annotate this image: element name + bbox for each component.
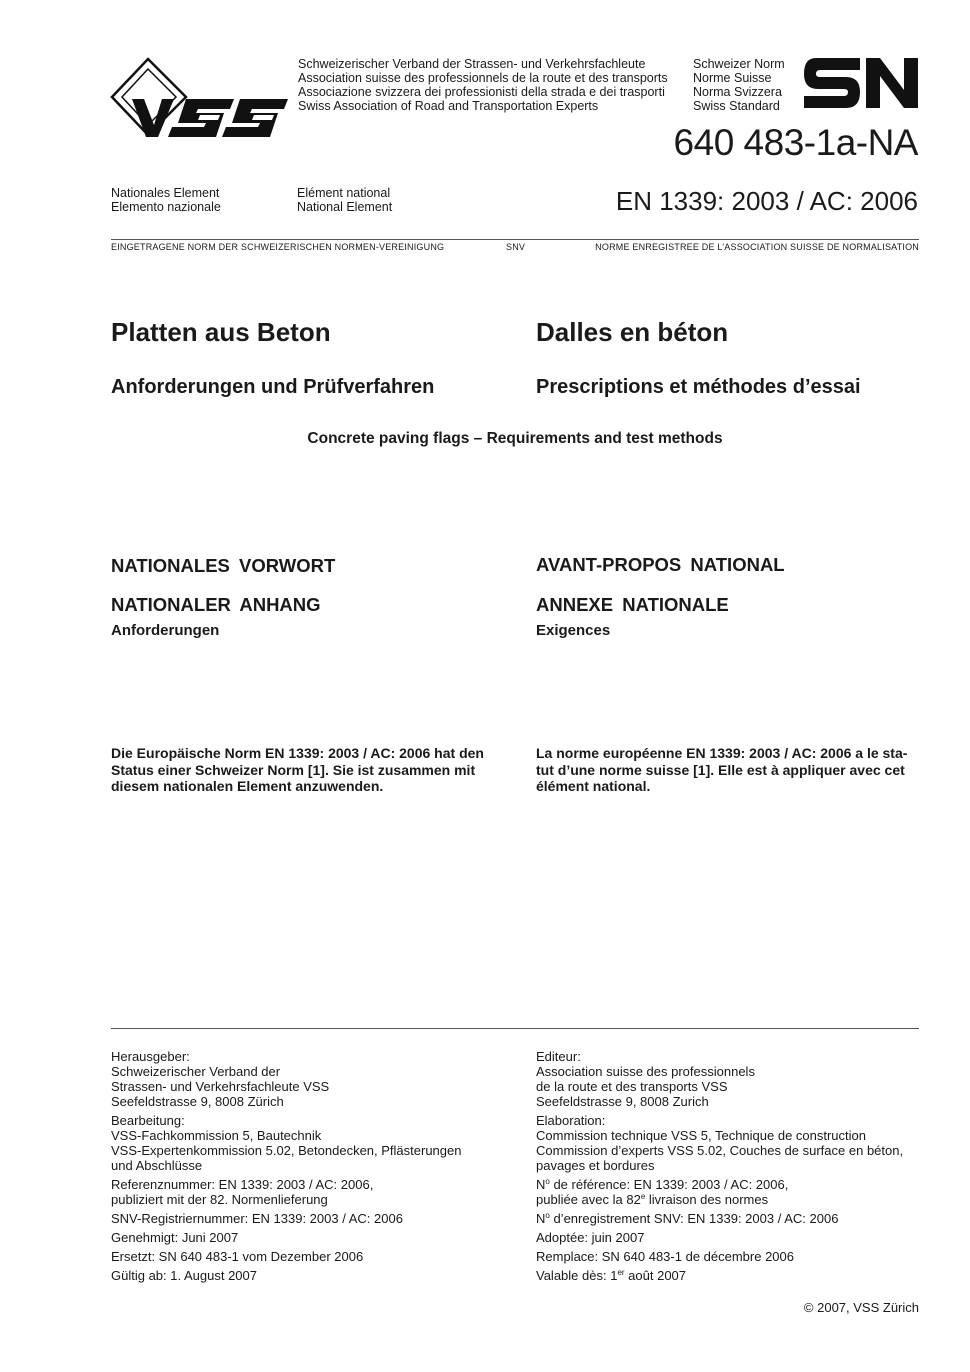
standard-name-en: Swiss Standard: [693, 99, 780, 113]
registration-left: EINGETRAGENE NORM DER SCHWEIZERISCHEN NORMEN-VEREINIGUNG: [111, 242, 445, 252]
subtitle-de: Anforderungen und Prüfverfahren: [111, 376, 435, 398]
national-element-de: Nationales Element: [111, 186, 220, 200]
reference-line-de: Referenznummer: EN 1339: 2003 / AC: 2006,: [111, 1177, 374, 1192]
annex-heading-fr: ANNEXE NATIONALE: [536, 594, 729, 615]
association-name-en: Swiss Association of Road and Transportation Experts: [298, 99, 599, 113]
valid-from-de: Gültig ab: 1. August 2007: [111, 1268, 257, 1283]
valid-text-fr: Valable dès: 1: [536, 1268, 618, 1283]
national-element-fr: Elément national: [297, 186, 391, 200]
title-fr: Dalles en béton: [536, 317, 729, 347]
sn-mark: [802, 56, 920, 110]
editing-line-fr: Commission technique VSS 5, Technique de construction: [536, 1128, 867, 1143]
reference-text-fr: livraison des normes: [645, 1192, 769, 1207]
national-element-label-right: [297, 186, 392, 214]
registration-right: NORME ENREGISTREE DE L’ASSOCIATION SUISSE DE NORMALISATION: [595, 242, 919, 252]
reference-line-fr: [536, 1192, 903, 1207]
reference-text-fr: de référence: EN 1339: 2003 / AC: 2006,: [549, 1177, 789, 1192]
replaces-de: Ersetzt: SN 640 483-1 vom Dezember 2006: [111, 1249, 364, 1264]
editing-block-fr: [536, 1113, 903, 1173]
editing-line-de: VSS-Expertenkommission 5.02, Betondecken, Pflästerungen: [111, 1143, 462, 1158]
valid-text-fr: août 2007: [624, 1268, 687, 1283]
document-number: 640 483-1a-NA: [673, 122, 918, 163]
foreword-heading-de: NATIONALES VORWORT: [111, 555, 336, 576]
valid-from-fr: [536, 1268, 903, 1283]
reference-superscript-fr: o: [545, 1177, 550, 1186]
standard-names: [693, 57, 785, 113]
replaces-fr: Remplace: SN 640 483-1 de décembre 2006: [536, 1249, 794, 1264]
reference-line-fr: [536, 1177, 903, 1192]
footer-divider: [111, 1028, 919, 1029]
vss-logo: [110, 57, 290, 139]
en-reference: EN 1339: 2003 / AC: 2006: [615, 186, 918, 216]
editing-label-de: Bearbeitung:: [111, 1113, 185, 1128]
approved-de: Genehmigt: Juni 2007: [111, 1230, 239, 1245]
intro-paragraph-de: Die Europäische Norm EN 1339: 2003 / AC: 2006 hat den Status einer Schweizer Norm [1]. Sie ist zusammen mit diesem nationalen Element anzuwenden.: [111, 745, 484, 794]
editing-line-fr: Commission d’experts VSS 5.02, Couches de surface en béton,: [536, 1143, 904, 1158]
publisher-line-fr: Association suisse des professionnels: [536, 1064, 755, 1079]
title-en: Concrete paving flags – Requirements and test methods: [307, 430, 723, 447]
editing-block-de: [111, 1113, 461, 1173]
foreword-heading-fr: AVANT-PROPOS NATIONAL: [536, 554, 785, 575]
reference-block-de: [111, 1177, 461, 1207]
standard-name-de: Schweizer Norm: [693, 57, 785, 71]
editing-label-fr: Elaboration:: [536, 1113, 606, 1128]
annex-heading-de: NATIONALER ANHANG: [111, 594, 321, 615]
imprint-fr: [536, 1049, 903, 1287]
publisher-line-de: Strassen- und Verkehrsfachleute VSS: [111, 1079, 330, 1094]
publisher-line-fr: Seefeldstrasse 9, 8008 Zurich: [536, 1094, 709, 1109]
approved-fr: Adoptée: juin 2007: [536, 1230, 645, 1245]
header-divider: [111, 239, 919, 240]
snv-superscript-fr: o: [545, 1211, 550, 1220]
copyright: © 2007, VSS Zürich: [803, 1300, 919, 1315]
vss-logo-graphic: [110, 57, 290, 139]
association-name-it: Associazione svizzera dei professionisti della strada e dei trasporti: [298, 85, 665, 99]
editing-line-de: und Abschlüsse: [111, 1158, 203, 1173]
snv-text-fr: d’enregistrement SNV: EN 1339: 2003 / AC: 2006: [549, 1211, 839, 1226]
reference-text-fr: publiée avec la 82: [536, 1192, 641, 1207]
intro-paragraph-fr: La norme européenne EN 1339: 2003 / AC: 2006 a le sta-tut d’une norme suisse [1]. Elle est à appliquer avec cet élément national.: [536, 745, 908, 794]
sn-mark-graphic: [802, 56, 920, 110]
reference-superscript-fr: e: [640, 1192, 646, 1201]
editing-line-fr: pavages et bordures: [536, 1158, 655, 1173]
imprint-de: [111, 1049, 461, 1287]
national-element-en: National Element: [297, 200, 393, 214]
snv-prefix-fr: N: [536, 1211, 546, 1226]
standard-name-it: Norma Svizzera: [693, 85, 782, 99]
publisher-line-de: Schweizerischer Verband der: [111, 1064, 281, 1079]
publisher-line-fr: de la route et des transports VSS: [536, 1079, 728, 1094]
reference-block-fr: [536, 1177, 903, 1207]
publisher-label-fr: Editeur:: [536, 1049, 581, 1064]
publisher-block-de: [111, 1049, 461, 1109]
association-name-de: Schweizerischer Verband der Strassen- und Verkehrsfachleute: [298, 57, 646, 71]
subtitle-fr: Prescriptions et méthodes d’essai: [536, 376, 861, 398]
registration-mid: SNV: [506, 242, 526, 252]
publisher-label-de: Herausgeber:: [111, 1049, 190, 1064]
publisher-block-fr: [536, 1049, 903, 1109]
national-element-it: Elemento nazionale: [111, 200, 221, 214]
publisher-line-de: Seefeldstrasse 9, 8008 Zürich: [111, 1094, 284, 1109]
snv-number-fr: [536, 1211, 903, 1226]
title-de: Platten aus Beton: [111, 317, 331, 347]
annex-subheading-de: Anforderungen: [111, 622, 220, 639]
association-name-fr: Association suisse des professionnels de la route et des transports: [298, 71, 668, 85]
valid-superscript-fr: er: [617, 1268, 625, 1277]
reference-line-de: publiziert mit der 82. Normenlieferung: [111, 1192, 328, 1207]
editing-line-de: VSS-Fachkommission 5, Bautechnik: [111, 1128, 322, 1143]
snv-number-de: SNV-Registriernummer: EN 1339: 2003 / AC: 2006: [111, 1211, 403, 1226]
national-element-label-left: [111, 186, 221, 214]
annex-subheading-fr: Exigences: [536, 622, 611, 639]
standard-name-fr: Norme Suisse: [693, 71, 772, 85]
reference-prefix-fr: N: [536, 1177, 546, 1192]
association-names: [298, 57, 668, 113]
